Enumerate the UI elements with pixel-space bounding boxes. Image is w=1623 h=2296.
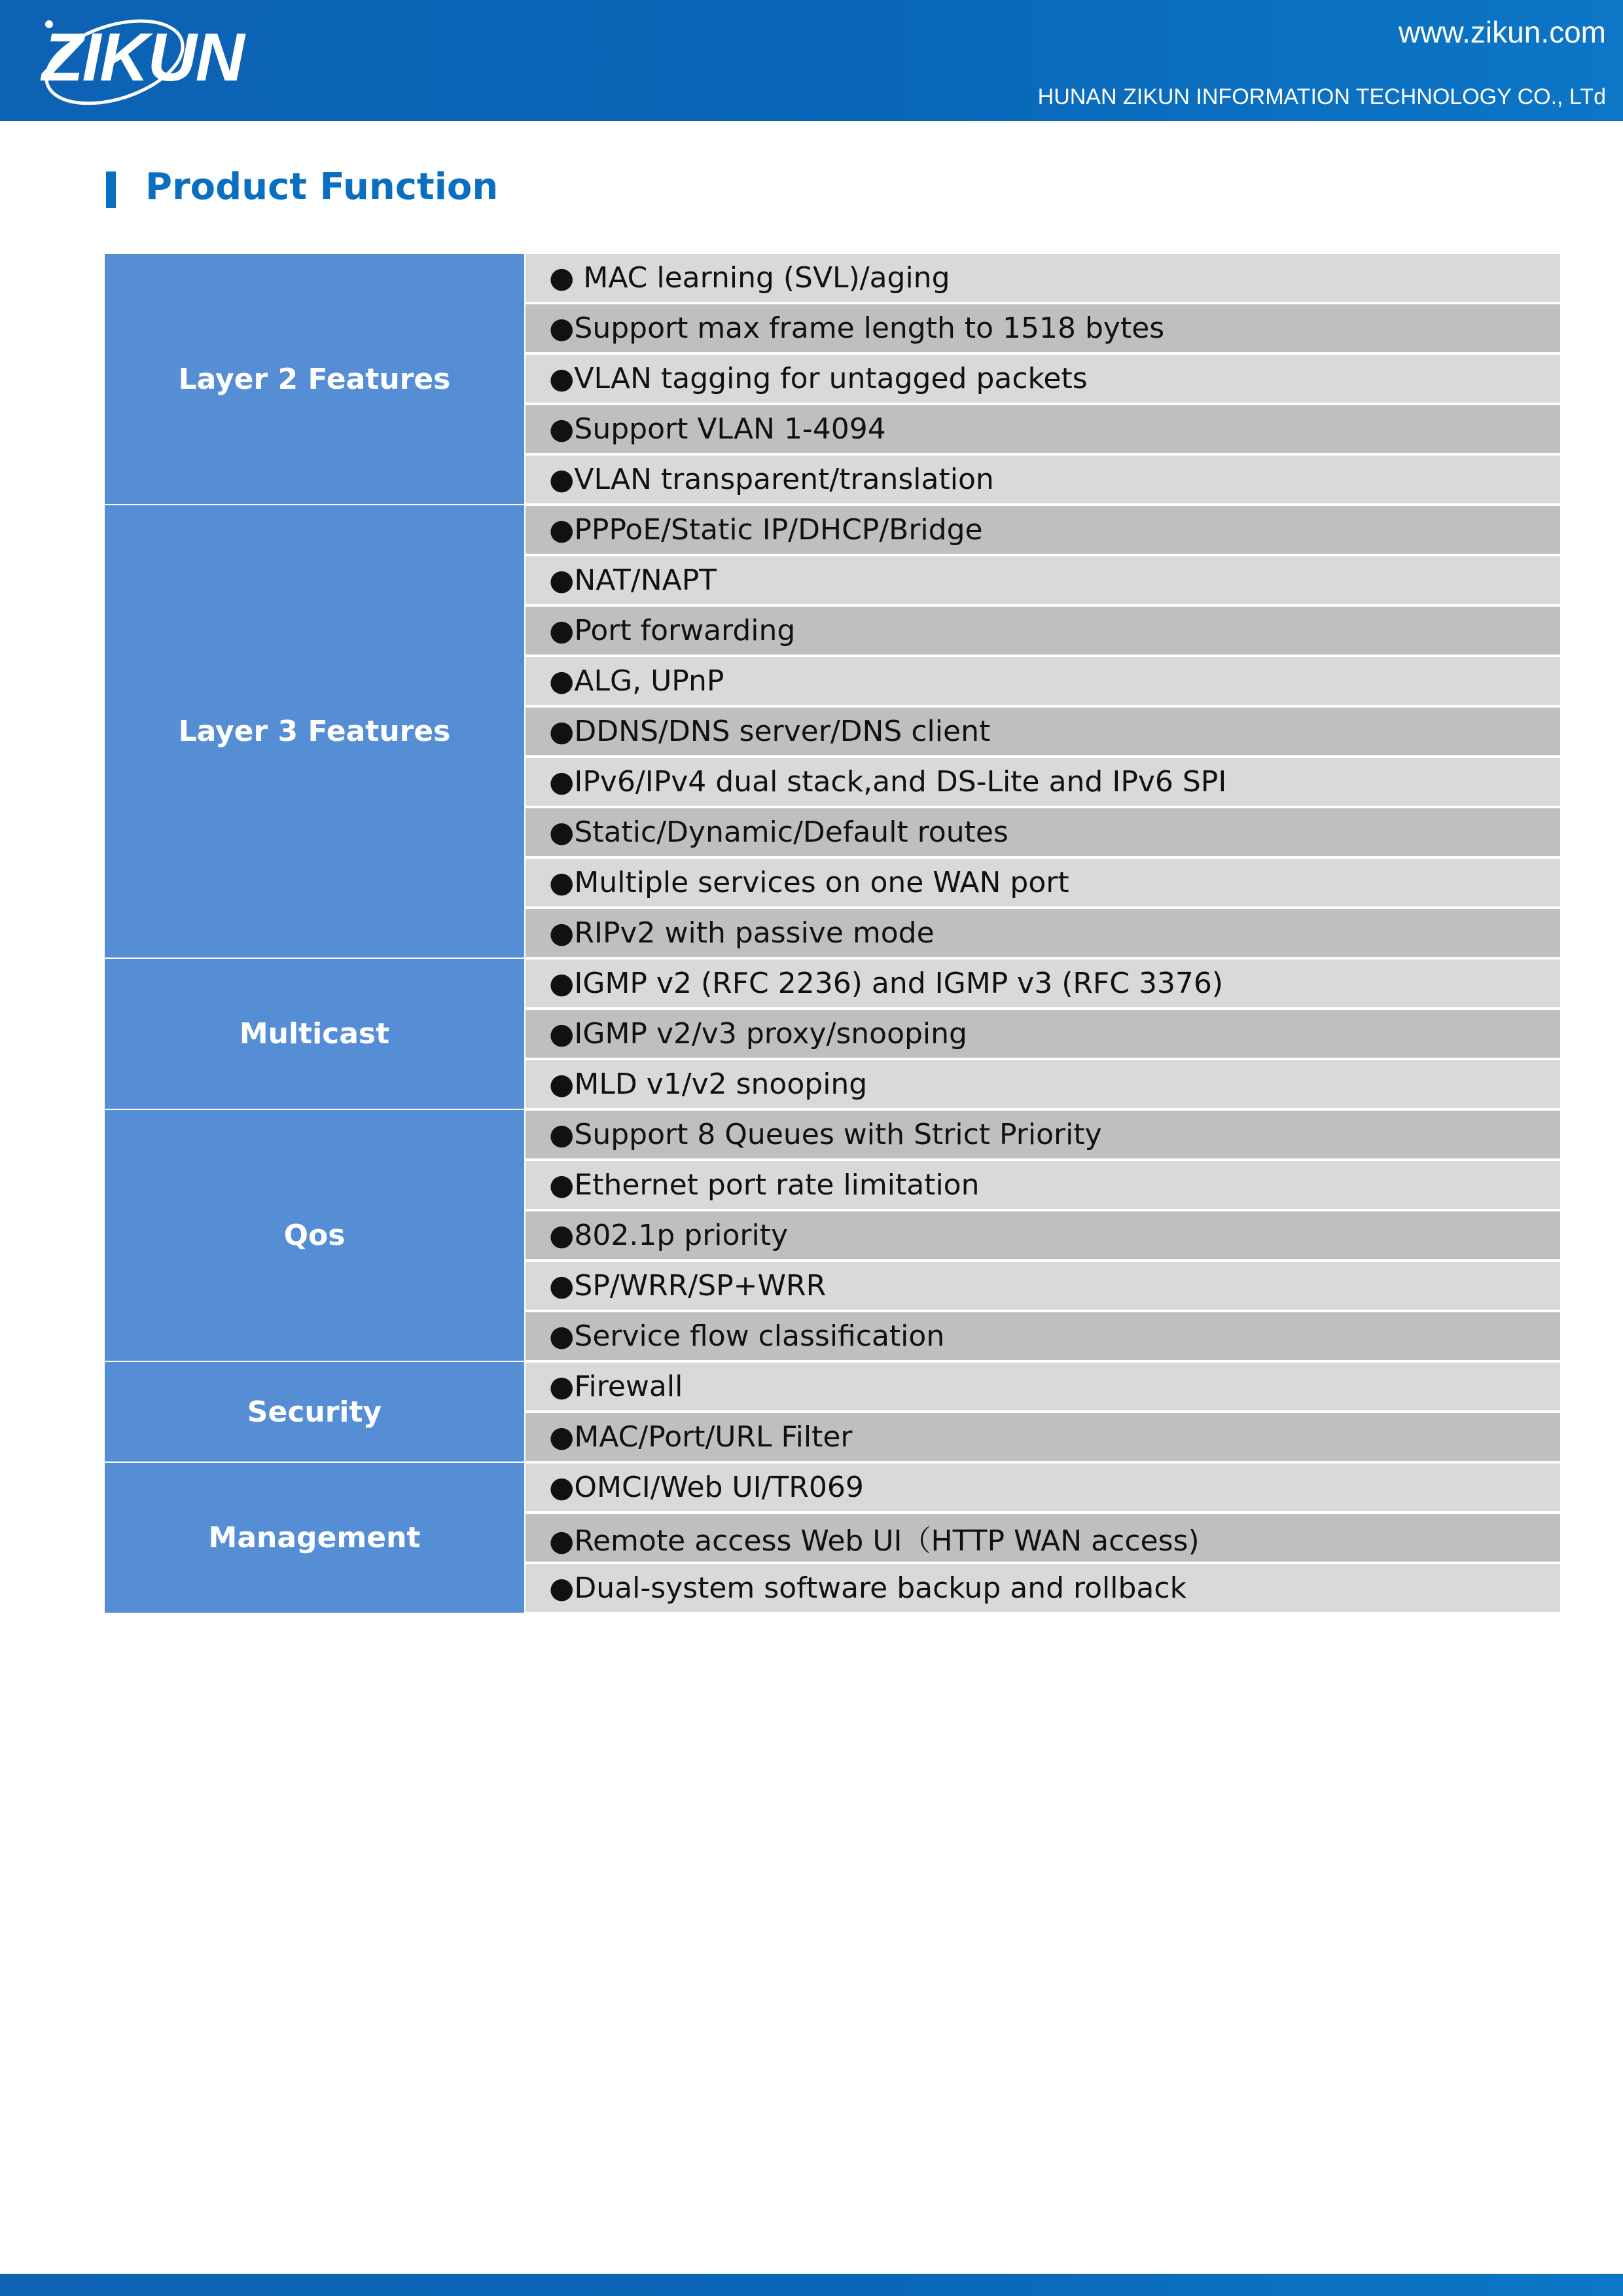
page-header	[0, 0, 1623, 121]
company-name: HUNAN ZIKUN INFORMATION TECHNOLOGY CO., LTd	[1037, 84, 1606, 109]
feature-cell: ●DDNS/DNS server/DNS client	[525, 706, 1560, 757]
feature-cell: ● MAC learning (SVL)/aging	[525, 254, 1560, 303]
feature-cell: ●Firewall	[525, 1361, 1560, 1412]
feature-cell: ●Service flow classification	[525, 1311, 1560, 1361]
feature-cell: ●IGMP v2/v3 proxy/snooping	[525, 1009, 1560, 1059]
table-row	[105, 1361, 1560, 1412]
product-function-table	[105, 254, 1560, 1615]
feature-cell: ●Multiple services on one WAN port	[525, 857, 1560, 908]
feature-cell: ●Support VLAN 1-4094	[525, 404, 1560, 454]
website-url[interactable]: www.zikun.com	[1399, 15, 1606, 49]
table-row	[105, 1109, 1560, 1160]
page-footer-bar	[0, 2274, 1623, 2296]
feature-cell: ●Support max frame length to 1518 bytes	[525, 303, 1560, 353]
category-cell: Security	[105, 1361, 525, 1462]
feature-cell: ●Ethernet port rate limitation	[525, 1160, 1560, 1210]
feature-cell: ●Port forwarding	[525, 605, 1560, 656]
feature-cell: ●NAT/NAPT	[525, 555, 1560, 605]
table-row	[105, 958, 1560, 1009]
feature-cell: ●IPv6/IPv4 dual stack,and DS-Lite and IPv6 SPI	[525, 757, 1560, 807]
feature-cell: ●PPPoE/Static IP/DHCP/Bridge	[525, 505, 1560, 555]
table-body	[105, 254, 1560, 1613]
feature-cell: ●RIPv2 with passive mode	[525, 908, 1560, 958]
feature-cell: ●MAC/Port/URL Filter	[525, 1412, 1560, 1462]
category-cell: Layer 3 Features	[105, 505, 525, 958]
category-cell: Qos	[105, 1109, 525, 1361]
feature-cell: ●SP/WRR/SP+WRR	[525, 1261, 1560, 1311]
feature-cell: ●Support 8 Queues with Strict Priority	[525, 1109, 1560, 1160]
feature-cell: ●MLD v1/v2 snooping	[525, 1059, 1560, 1109]
table-row	[105, 1462, 1560, 1513]
feature-cell: ●ALG, UPnP	[525, 656, 1560, 706]
feature-cell: ●Dual-system software backup and rollback	[525, 1563, 1560, 1613]
table-row	[105, 254, 1560, 303]
logo-wordmark: ZIKUN	[42, 20, 243, 96]
category-cell: Layer 2 Features	[105, 254, 525, 505]
page-title: Product Function	[145, 166, 499, 208]
feature-cell: ●802.1p priority	[525, 1210, 1560, 1261]
section-marker	[106, 171, 116, 208]
feature-cell: ●OMCI/Web UI/TR069	[525, 1462, 1560, 1513]
category-cell: Multicast	[105, 958, 525, 1109]
feature-cell: ●Remote access Web UI（HTTP WAN access)	[525, 1513, 1560, 1563]
category-cell: Management	[105, 1462, 525, 1613]
feature-cell: ●VLAN tagging for untagged packets	[525, 353, 1560, 404]
feature-cell: ●Static/Dynamic/Default routes	[525, 807, 1560, 857]
table-row	[105, 505, 1560, 555]
feature-cell: ●VLAN transparent/translation	[525, 454, 1560, 505]
feature-cell: ●IGMP v2 (RFC 2236) and IGMP v3 (RFC 3376)	[525, 958, 1560, 1009]
